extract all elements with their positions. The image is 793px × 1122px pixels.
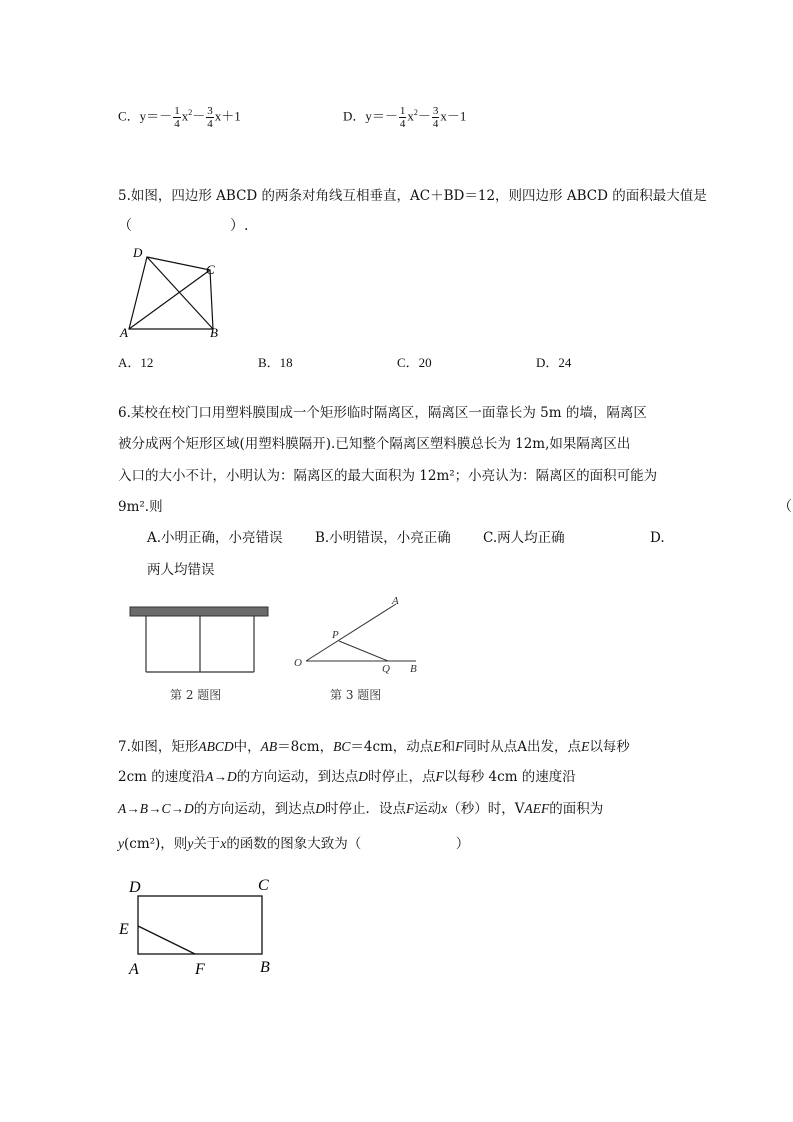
segment-pq [339,641,388,661]
option-label: C． [118,108,140,124]
q6-option-d-text: 两人均错误 [147,562,215,578]
label-a: A [392,595,399,607]
text: (cm²)，则 [124,836,188,852]
text: 时停止．设点 [325,801,406,817]
q7-line3 [118,799,603,819]
var: AB [260,739,278,754]
q6-option-b: B.小明错误，小亮正确 [315,530,451,546]
segment-ef [138,926,195,954]
expr-text: x＋1 [214,108,241,124]
expr-text: x [407,108,414,124]
expr-text: － [192,108,206,124]
q5-option-a: A．12 [118,355,154,370]
q6-option-a: A.小明正确，小亮错误 [147,530,283,546]
text: ＝8cm， [277,739,334,755]
label-c: C [206,262,215,277]
q4-option-d [343,105,466,130]
var: x [220,836,227,851]
numerator: 3 [432,105,439,117]
path: A→D [205,769,237,784]
text: 的方向运动，到达点 [236,769,359,785]
denominator: 4 [174,118,180,130]
q6-fig2-isolation-area [128,604,270,680]
q6-fig3-angle [290,590,440,682]
numerator: 1 [399,105,406,117]
fraction [432,105,440,130]
denominator: 4 [207,118,213,130]
text: 时停止，点 [368,769,436,785]
text: 中， [233,739,261,755]
fig2-caption: 第 2 题图 [170,688,222,702]
text: 关于 [193,836,221,852]
var: AEF [524,801,550,816]
label-p: P [332,629,339,641]
label-e: E [119,921,129,938]
label-a: A [120,325,128,340]
q4-option-c [118,105,241,130]
exponent: 2 [188,108,193,118]
rectangle-abcd [138,896,262,954]
var: BC [333,739,351,754]
fraction [206,105,214,130]
q6-line4: 9m².则 [118,499,163,515]
q6-option-c: C.两人均正确 [483,530,565,546]
var: x [441,801,448,816]
q5-stem-line1: 5.如图，四边形 ABCD 的两条对角线互相垂直，AC＋BD＝12，则四边形 ABCD 的面积最大值是 [118,188,707,204]
q6-option-d: D. [650,530,665,546]
text: 的方向运动，到达点 [193,801,316,817]
label-o: O [294,657,302,669]
text: 同时从点A出发，点 [463,739,582,755]
var: D [315,801,325,816]
text: ＝4cm，动点 [350,739,434,755]
q6-line3: 入口的大小不计，小明认为：隔离区的最大面积为 12m²；小亮认为：隔离区的面积可能为 [118,468,658,484]
var: F [435,769,444,784]
label-d: D [129,879,141,896]
expr-text: － [417,108,431,124]
text: 以每秒 4cm 的速度沿 [443,769,576,785]
q7-line1 [118,737,630,757]
var: ABCD [198,739,234,754]
label-a: A [129,961,139,978]
var: y [118,836,124,851]
exponent: 2 [413,108,418,118]
label-c: C [258,877,269,894]
label-b: B [210,325,218,340]
label-b: B [260,959,270,976]
var: E [581,739,590,754]
ray-oa [306,604,396,661]
expr-text: x－1 [440,108,467,124]
q6-line2: 被分成两个矩形区域(用塑料膜隔开).已知整个隔离区塑料膜总长为 12m,如果隔离区出 [118,436,631,452]
fig3-caption: 第 3 题图 [330,688,382,702]
var: F [455,739,464,754]
label-f: F [195,961,205,978]
q7-line4 [118,834,469,854]
q6-line1: 6.某校在校门口用塑料膜围成一个矩形临时隔离区，隔离区一面靠长为 5m 的墙，隔离区 [118,405,647,421]
label-b: B [410,663,417,675]
q6-paren: （ [778,499,792,515]
var: E [433,739,442,754]
path: A→B→C→D [118,801,194,816]
option-label: D． [343,108,366,124]
text: （秒）时，V [447,801,525,817]
q5-option-c: C．20 [397,355,432,370]
expr-text: y＝－ [139,108,173,124]
q5-stem-line2: （ ）. [118,218,249,234]
numerator: 3 [207,105,213,117]
var: y [187,836,194,851]
q5-quadrilateral-figure [115,245,235,340]
text: 的面积为 [549,801,604,817]
wall [130,607,268,616]
q5-option-d: D．24 [536,355,572,370]
denominator: 4 [399,118,406,130]
var: D [358,769,368,784]
numerator: 1 [174,105,180,117]
text: 和 [441,739,456,755]
label-q: Q [382,663,390,675]
text: 7.如图，矩形 [118,739,199,755]
expr-text: y＝－ [365,108,398,124]
q7-rectangle-figure [115,870,285,982]
denominator: 4 [432,118,439,130]
var: F [406,801,415,816]
text: 2cm 的速度沿 [118,769,206,785]
text: 的函数的图象大致为（ ） [226,836,470,852]
text: 以每秒 [589,739,630,755]
text: 运动 [414,801,442,817]
label-d: D [133,245,143,260]
q5-option-b: B．18 [258,355,293,370]
diagonal-bd [147,257,213,329]
fraction [399,105,407,130]
expr-text: x [181,108,189,124]
quadrilateral [129,257,213,329]
q7-line2 [118,767,576,787]
fraction [173,105,181,130]
